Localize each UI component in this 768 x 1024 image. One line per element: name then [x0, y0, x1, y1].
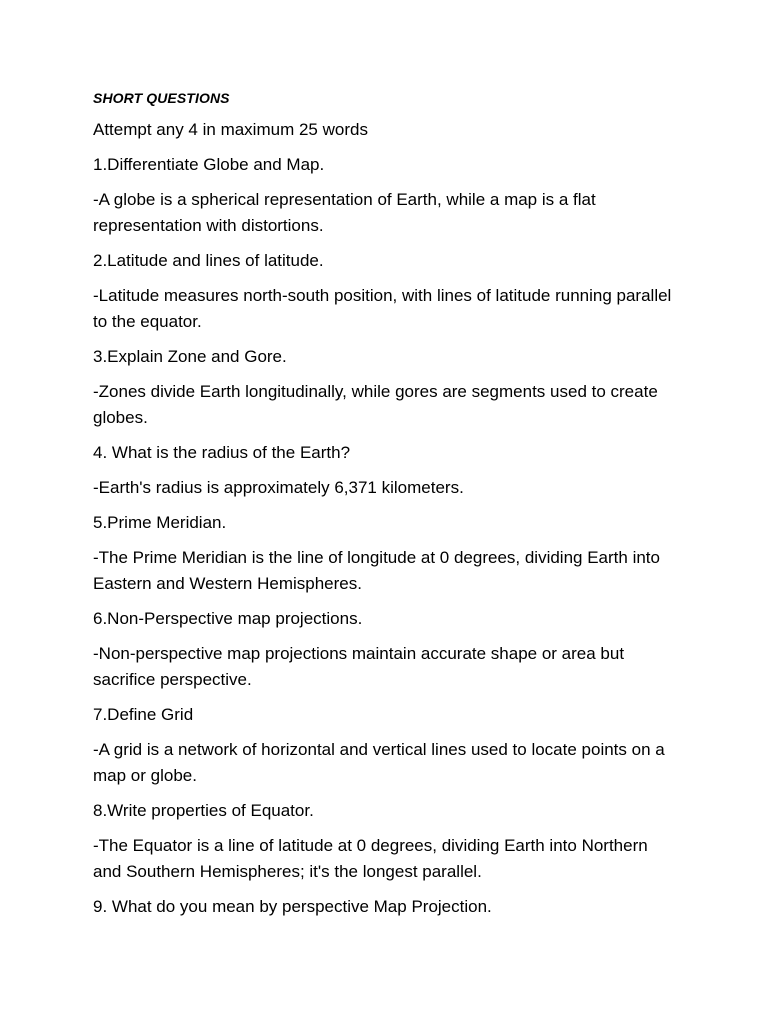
answer-2: -Latitude measures north-south position, with lines of latitude running parallel to the equator. — [93, 286, 672, 331]
question-4: 4. What is the radius of the Earth? — [93, 443, 351, 462]
question-8: 8.Write properties of Equator. — [93, 801, 314, 820]
question-2: 2.Latitude and lines of latitude. — [93, 251, 324, 270]
answer-4: -Earth's radius is approximately 6,371 kilometers. — [93, 478, 464, 497]
question-1: 1.Differentiate Globe and Map. — [93, 155, 325, 174]
answer-6: -Non-perspective map projections maintain accurate shape or area but sacrifice perspective. — [93, 644, 625, 689]
question-6: 6.Non-Perspective map projections. — [93, 609, 363, 628]
answer-1: -A globe is a spherical representation of Earth, while a map is a flat representation with distortions. — [93, 190, 596, 235]
document-page — [93, 88, 673, 929]
question-5: 5.Prime Meridian. — [93, 513, 227, 532]
question-9: 9. What do you mean by perspective Map Projection. — [93, 897, 492, 916]
question-7: 7.Define Grid — [93, 705, 194, 724]
answer-3: -Zones divide Earth longitudinally, while gores are segments used to create globes. — [93, 382, 658, 427]
section-heading: SHORT QUESTIONS — [93, 90, 230, 106]
answer-5: -The Prime Meridian is the line of longitude at 0 degrees, dividing Earth into Eastern and Western Hemispheres. — [93, 548, 660, 593]
instruction-text: Attempt any 4 in maximum 25 words — [93, 120, 368, 139]
question-3: 3.Explain Zone and Gore. — [93, 347, 287, 366]
answer-8: -The Equator is a line of latitude at 0 degrees, dividing Earth into Northern and Southern Hemispheres; it's the longest parallel. — [93, 836, 648, 881]
answer-7: -A grid is a network of horizontal and vertical lines used to locate points on a map or globe. — [93, 740, 665, 785]
